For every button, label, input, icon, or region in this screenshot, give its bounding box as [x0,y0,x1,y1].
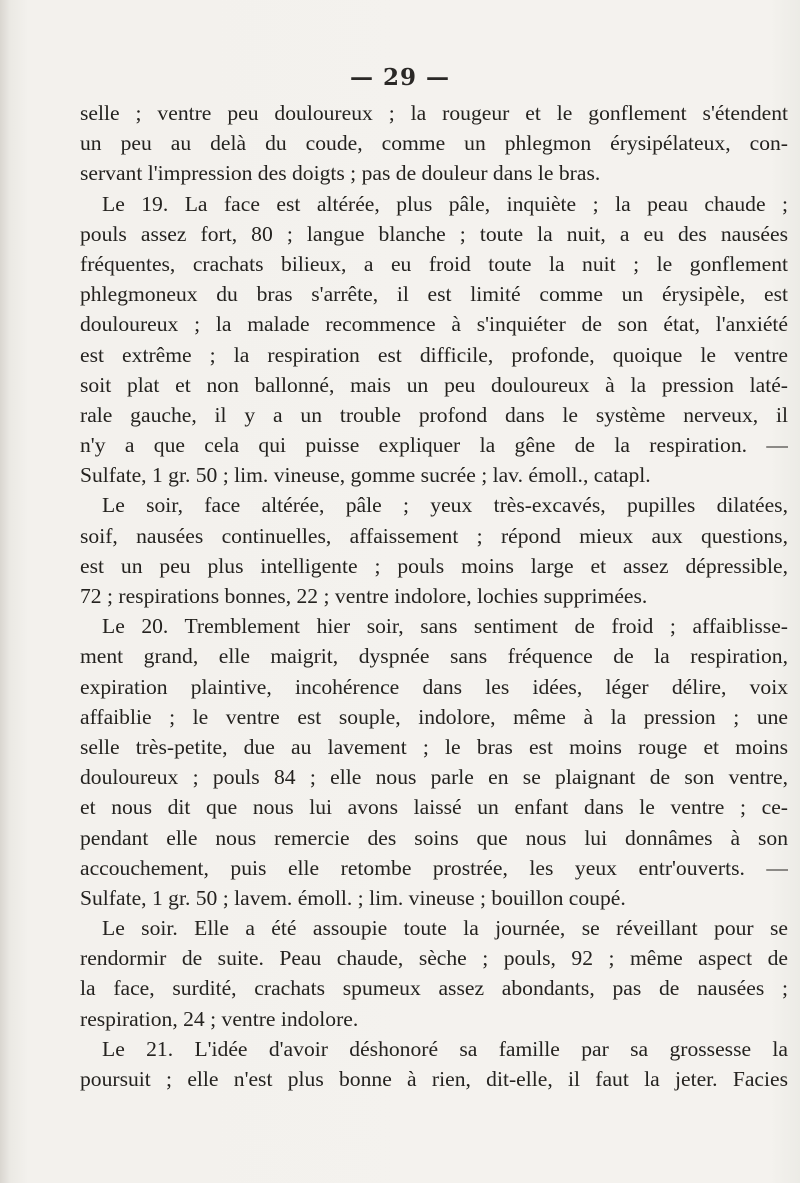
text-line: Le soir, face altérée, pâle ; yeux très-excavés, pupilles dilatées, [102,493,788,518]
text-line: est un peu plus intelligente ; pouls moins large et assez dépressible, [80,553,788,578]
text-line: rendormir de suite. Peau chaude, sèche ; pouls, 92 ; même aspect de [80,946,788,971]
text-line: Sulfate, 1 gr. 50 ; lim. vineuse, gomme sucrée ; lav. émoll., catapl. [80,463,651,488]
page-number: — 29 — [349,64,451,91]
text-line: douloureux ; la malade recommence à s'inquiéter de son état, l'anxiété [80,312,788,337]
text-line: Le soir. Elle a été assoupie toute la journée, se réveillant pour se [102,916,788,941]
text-line: poursuit ; elle n'est plus bonne à rien, dit-elle, il faut la jeter. Facies [80,1067,788,1091]
text-line: servant l'impression des doigts ; pas de douleur dans le bras. [80,161,601,186]
text-line: 72 ; respirations bonnes, 22 ; ventre indolore, lochies supprimées. [80,584,648,608]
text-line: douloureux ; pouls 84 ; elle nous parle en se plaignant de son ventre, [80,765,788,790]
text-line: est extrême ; la respiration est difficile, profonde, quoique le ventre [80,342,788,367]
text-line: un peu au delà du coude, comme un phlegmon érysipélateux, con- [80,131,788,156]
text-line: ment grand, elle maigrit, dyspnée sans fréquence de la respiration, [80,644,788,669]
text-line: selle ; ventre peu douloureux ; la rougeur et le gonflement s'étendent [80,101,788,125]
text-line: accouchement, puis elle retombe prostrée, les yeux entr'ouverts. — [80,855,788,880]
text-line: Sulfate, 1 gr. 50 ; lavem. émoll. ; lim. vineuse ; bouillon coupé. [80,885,626,910]
text-line: affaiblie ; le ventre est souple, indolore, même à la pression ; une [80,704,788,729]
text-line: Le 19. La face est altérée, plus pâle, inquiète ; la peau chaude ; [102,191,788,216]
text-line: selle très-petite, due au lavement ; le bras est moins rouge et moins [80,734,788,759]
text-line: Le 21. L'idée d'avoir déshonoré sa famille par sa grossesse la [102,1036,788,1061]
text-line: respiration, 24 ; ventre indolore. [80,1006,359,1031]
text-line: et nous dit que nous lui avons laissé un enfant dans le ventre ; ce- [80,795,788,820]
text-line: n'y a que cela qui puisse expliquer la gêne de la respiration. — [80,433,788,458]
text-line: soif, nausées continuelles, affaissement ; répond mieux aux questions, [80,523,788,548]
text-line: expiration plaintive, incohérence dans les idées, léger délire, voix [80,674,788,699]
text-line: pendant elle nous remercie des soins que nous lui donnâmes à son [80,825,788,850]
text-line: Le 20. Tremblement hier soir, sans sentiment de froid ; affaiblisse- [102,614,788,639]
text-line: la face, surdité, crachats spumeux assez abondants, pas de nausées ; [80,976,788,1001]
text-line: pouls assez fort, 80 ; langue blanche ; toute la nuit, a eu des nausées [80,221,788,246]
text-line: fréquentes, crachats bilieux, a eu froid toute la nuit ; le gonflement [80,251,788,276]
text-line: soit plat et non ballonné, mais un peu douloureux à la pression laté- [80,372,788,397]
text-line: phlegmoneux du bras s'arrête, il est limité comme un érysipèle, est [80,282,788,307]
body-text [80,98,788,1094]
text-line: rale gauche, il y a un trouble profond dans le système nerveux, il [80,402,788,427]
